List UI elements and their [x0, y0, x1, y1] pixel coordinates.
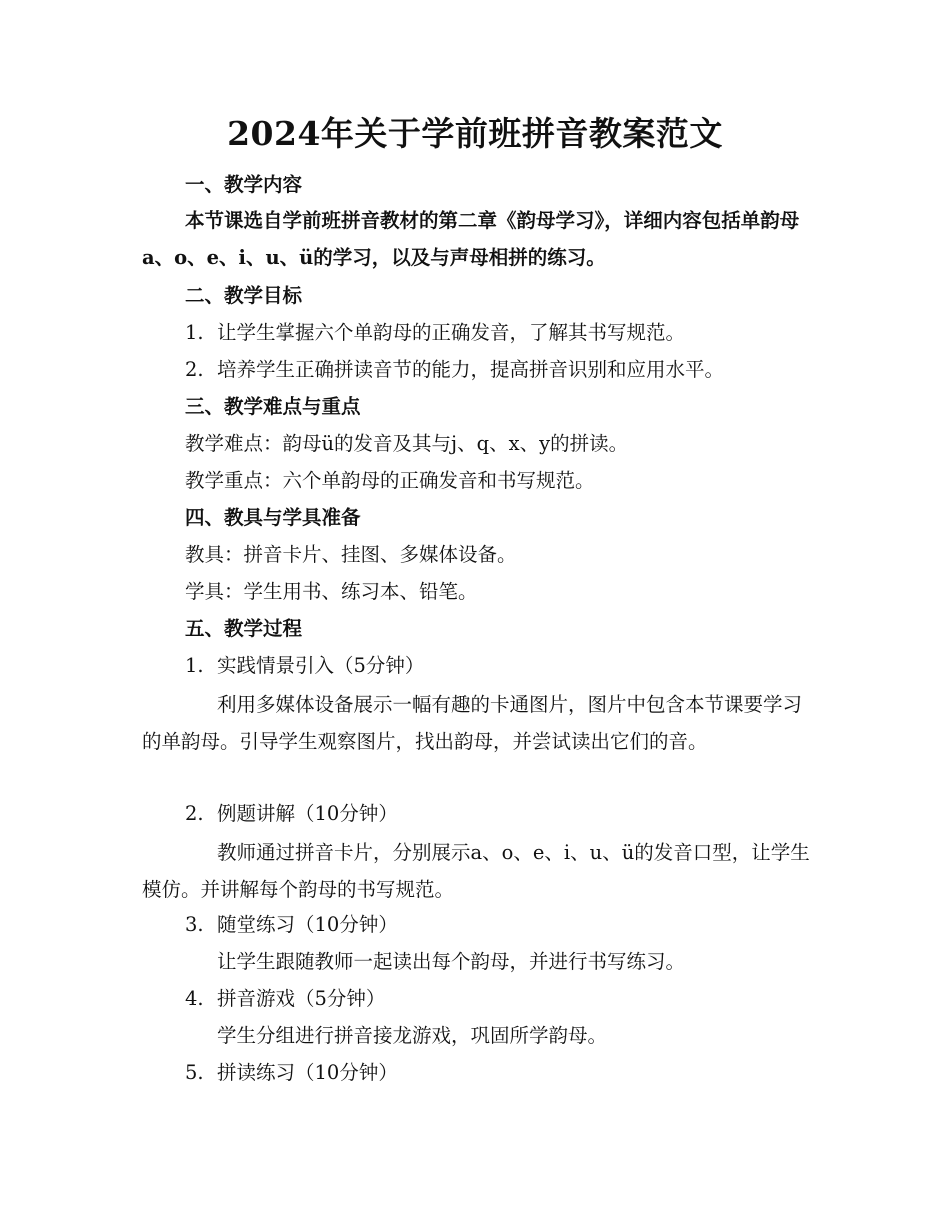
- section-content-text: 本节课选自学前班拼音教材的第二章《韵母学习》，详细内容包括单韵母a、o、e、i、u、ü的学习，以及与声母相拼的练习。: [142, 209, 800, 269]
- process-step-text: 学生分组进行拼音接龙游戏，巩固所学韵母。: [217, 1024, 608, 1047]
- step-number: 5.: [185, 1061, 204, 1084]
- step-number: 3.: [185, 913, 204, 936]
- document-title: 2024年关于学前班拼音教案范文: [227, 114, 723, 153]
- process-step-text: 利用多媒体设备展示一幅有趣的卡通图片，图片中包含本节课要学习的单韵母。引导学生观察图片，找出韵母，并尝试读出它们的音。: [142, 693, 803, 753]
- step-title: 拼音游戏（5分钟）: [217, 987, 386, 1010]
- process-step-title: [185, 797, 865, 831]
- goal-text: 培养学生正确拼读音节的能力，提高拼音识别和应用水平。: [217, 358, 725, 381]
- goal-number: 2.: [185, 358, 204, 381]
- goal-number: 1.: [185, 321, 204, 344]
- teacher-tools-text: 教具：拼音卡片、挂图、多媒体设备。: [185, 543, 517, 566]
- student-tools-text: 学具：学生用书、练习本、铅笔。: [185, 580, 478, 603]
- goal-item: [185, 316, 865, 350]
- step-number: 2.: [185, 802, 204, 825]
- key-point-text: 教学重点：六个单韵母的正确发音和书写规范。: [185, 469, 595, 492]
- process-step-title: [185, 1056, 865, 1090]
- step-title: 实践情景引入（5分钟）: [217, 654, 425, 677]
- process-step-title: [185, 908, 865, 942]
- section-heading-process: 五、教学过程: [185, 617, 303, 640]
- section-heading-goals: 二、教学目标: [185, 284, 303, 307]
- section-heading-tools: 四、教具与学具准备: [185, 506, 361, 529]
- step-title: 例题讲解（10分钟）: [217, 802, 398, 825]
- section-heading-content: 一、教学内容: [185, 173, 303, 196]
- goal-text: 让学生掌握六个单韵母的正确发音，了解其书写规范。: [217, 321, 686, 344]
- difficulty-text: 教学难点：韵母ü的发音及其与j、q、x、y的拼读。: [185, 432, 629, 455]
- step-number: 1.: [185, 654, 204, 677]
- goal-item: [185, 353, 865, 387]
- step-number: 4.: [185, 987, 204, 1010]
- process-step-text: 让学生跟随教师一起读出每个韵母，并进行书写练习。: [217, 950, 686, 973]
- section-heading-difficulty: 三、教学难点与重点: [185, 395, 361, 418]
- process-step-text: 教师通过拼音卡片，分别展示a、o、e、i、u、ü的发音口型，让学生模仿。并讲解每个韵母的书写规范。: [142, 841, 810, 901]
- process-step-title: [185, 649, 865, 683]
- step-title: 随堂练习（10分钟）: [217, 913, 398, 936]
- process-step-title: [185, 982, 865, 1016]
- step-title: 拼读练习（10分钟）: [217, 1061, 398, 1084]
